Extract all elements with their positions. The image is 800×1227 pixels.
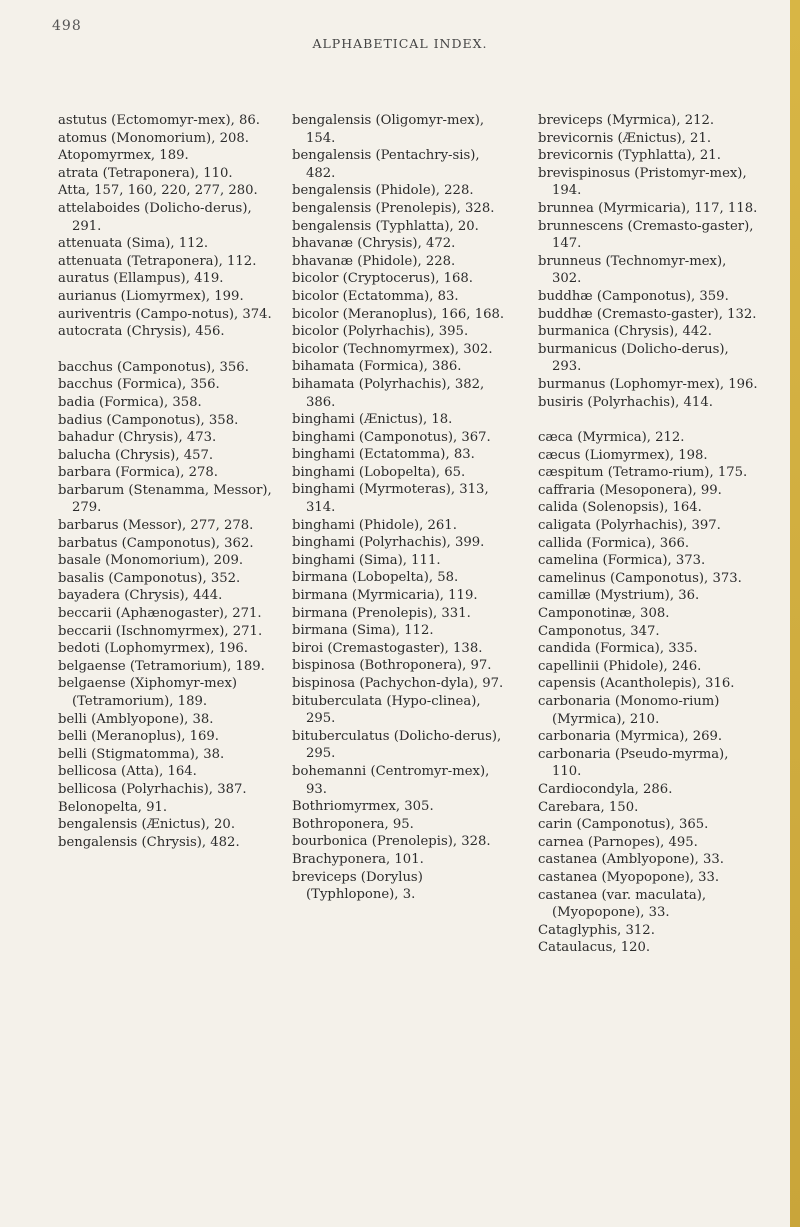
index-entry: barbara (Formica), 278. [58,465,218,481]
index-entry: brunnea (Myrmicaria), 117, 118. [538,200,758,216]
index-entry: Atopomyrmex, 189. [58,148,189,164]
index-entry: camelina (Formica), 373. [538,553,706,569]
index-entry: barbarus (Messor), 277, 278. [58,518,254,534]
index-entry: binghami (Polyrhachis), 399. [292,535,485,551]
index-entry: Belonopelta, 91. [58,799,168,815]
index-entry: birmana (Sima), 112. [292,623,434,639]
index-entry: bihamata (Polyrhachis), 382, 386. [292,376,485,410]
index-entry: bituberculatus (Dolicho-derus), 295. [292,728,502,762]
index-entry: badius (Camponotus), 358. [58,412,239,428]
index-entry: bourbonica (Prenolepis), 328. [292,834,491,850]
index-entry: caligata (Polyrhachis), 397. [538,518,721,534]
index-entry: aurianus (Liomyrmex), 199. [58,288,244,304]
index-entry: castanea (var. maculata), (Myopopone), 33. [538,887,707,921]
index-entry: binghami (Camponotus), 367. [292,429,491,445]
index-entry: auriventris (Campo-notus), 374. [58,306,272,322]
index-entry: bengalensis (Oligomyr-mex), 154. [292,113,485,146]
index-entry: bispinosa (Bothroponera), 97. [292,658,492,674]
index-entry: bengalensis (Pentachry-sis), 482. [292,148,480,181]
page-edge-strip [790,0,800,1227]
index-entry: bengalensis (Chrysis), 482. [58,834,240,850]
index-entry: brevicornis (Typhlatta), 21. [538,148,721,164]
index-entry: brevicornis (Ænictus), 21. [538,130,712,146]
index-entry: carnea (Parnopes), 495. [538,834,698,850]
index-entry: binghami (Sima), 111. [292,552,441,568]
index-entry: autocrata (Chrysis), 456. [58,324,225,340]
index-entry: basale (Monomorium), 209. [58,553,244,569]
index-entry: carin (Camponotus), 365. [538,817,709,833]
index-entry: belgaense (Xiphomyr-mex) (Tetramorium), 189. [58,676,238,709]
index-entry: Bothroponera, 95. [292,816,414,832]
index-entry: burmanus (Lophomyr-mex), 196. [538,376,758,392]
index-entry: auratus (Ellampus), 419. [58,271,224,287]
running-head: ALPHABETICAL INDEX. [312,36,488,51]
index-entry: attenuata (Tetraponera), 112. [58,253,257,269]
index-entry: Bothriomyrmex, 305. [292,799,434,815]
index-entry: attenuata (Sima), 112. [58,236,209,252]
index-entry: Cataulacus, 120. [538,940,651,956]
index-entry: bengalensis (Prenolepis), 328. [292,200,495,216]
index-entry: callida (Formica), 366. [538,535,690,551]
index-entry: bengalensis (Typhlatta), 20. [292,218,479,234]
index-entry: caffraria (Mesoponera), 99. [538,482,722,498]
index-entry: bohemanni (Centromyr-mex), 93. [292,763,490,797]
index-entry: beccarii (Ischnomyrmex), 271. [58,623,263,639]
index-entry: cæcus (Liomyrmex), 198. [538,447,708,463]
index-entry: Cardiocondyla, 286. [538,781,673,797]
index-column-1 [58,112,278,851]
index-entry: bacchus (Camponotus), 356. [58,359,249,375]
index-entry: bicolor (Technomyrmex), 302. [292,341,493,357]
index-entry: balucha (Chrysis), 457. [58,447,214,463]
letter-section-gap [58,341,278,359]
index-entry: barbatus (Camponotus), 362. [58,535,254,551]
index-entry: breviceps (Dorylus) (Typhlopone), 3. [292,869,423,903]
index-entry: bihamata (Formica), 386. [292,359,462,375]
index-entry: atrata (Tetraponera), 110. [58,165,233,181]
index-entry: cæca (Myrmica), 212. [538,430,685,446]
index-entry: Carebara, 150. [538,799,639,815]
index-entry: barbarum (Stenamma, Messor), 279. [58,482,272,516]
index-entry: brevispinosus (Pristomyr-mex), 194. [538,165,747,199]
index-column-3 [538,112,758,957]
index-entry: calida (Solenopsis), 164. [538,500,702,516]
index-entry: burmanicus (Dolicho-derus), 293. [538,341,729,375]
index-entry: brunnescens (Cremasto-gaster), 147. [538,218,754,252]
index-entry: bahadur (Chrysis), 473. [58,430,217,446]
index-entry: bengalensis (Phidole), 228. [292,183,474,199]
index-entry: binghami (Ectatomma), 83. [292,447,475,463]
index-entry: binghami (Lobopelta), 65. [292,464,466,480]
index-entry: brunneus (Technomyr-mex), 302. [538,253,727,287]
letter-section-gap [538,411,758,429]
index-entry: castanea (Amblyopone), 33. [538,852,724,868]
index-entry: carbonaria (Myrmica), 269. [538,729,723,745]
index-entry: belli (Amblyopone), 38. [58,711,214,727]
index-entry: bispinosa (Pachychon-dyla), 97. [292,676,504,691]
index-entry: binghami (Phidole), 261. [292,517,457,533]
index-entry: binghami (Myrmoteras), 313, 314. [292,482,489,516]
index-entry: bicolor (Polyrhachis), 395. [292,324,469,340]
index-entry: buddhæ (Cremasto-gaster), 132. [538,306,757,322]
index-entry: bellicosa (Atta), 164. [58,764,197,780]
index-entry: belli (Meranoplus), 169. [58,729,219,745]
index-entry: birmana (Prenolepis), 331. [292,605,471,621]
index-entry: bengalensis (Ænictus), 20. [58,817,236,833]
index-entry: birmana (Lobopelta), 58. [292,570,459,586]
index-entry: belgaense (Tetramorium), 189. [58,658,265,674]
index-entry: bicolor (Ectatomma), 83. [292,288,459,304]
index-entry: Camponotus, 347. [538,623,660,639]
index-entry: bicolor (Cryptocerus), 168. [292,271,473,287]
index-entry: busiris (Polyrhachis), 414. [538,394,713,410]
index-entry: cæspitum (Tetramo-rium), 175. [538,465,748,481]
index-entry: carbonaria (Pseudo-myrma), 110. [538,746,729,780]
index-entry: Camponotinæ, 308. [538,606,670,622]
index-entry: buddhæ (Camponotus), 359. [538,288,729,304]
index-entry: burmanica (Chrysis), 442. [538,324,712,340]
index-entry: biroi (Cremastogaster), 138. [292,640,483,656]
index-entry: candida (Formica), 335. [538,641,698,657]
page-number: 498 [52,18,82,34]
index-entry: badia (Formica), 358. [58,394,202,410]
index-entry: carbonaria (Monomo-rium) (Myrmica), 210. [538,694,720,727]
index-entry: bituberculata (Hypo-clinea), 295. [292,693,481,727]
index-entry: castanea (Myopopone), 33. [538,869,720,885]
index-entry: camelinus (Camponotus), 373. [538,570,742,586]
index-entry: camillæ (Mystrium), 36. [538,588,700,604]
index-entry: astutus (Ectomomyr-mex), 86. [58,113,260,128]
index-entry: Brachyponera, 101. [292,851,424,867]
index-entry: beccarii (Aphænogaster), 271. [58,606,262,622]
index-entry: bedoti (Lophomyrmex), 196. [58,641,248,657]
index-entry: bhavanæ (Chrysis), 472. [292,236,456,252]
index-entry: attelaboides (Dolicho-derus), 291. [58,200,252,234]
index-entry: basalis (Camponotus), 352. [58,570,241,586]
index-entry: bayadera (Chrysis), 444. [58,588,223,604]
index-entry: breviceps (Myrmica), 212. [538,113,715,128]
index-entry: belli (Stigmatomma), 38. [58,746,225,762]
index-entry: bhavanæ (Phidole), 228. [292,253,456,269]
index-entry: birmana (Myrmicaria), 119. [292,588,478,604]
index-entry: Atta, 157, 160, 220, 277, 280. [58,183,258,199]
index-column-2 [292,112,512,904]
index-entry: Cataglyphis, 312. [538,922,655,938]
index-entry: atomus (Monomorium), 208. [58,130,249,146]
index-entry: bicolor (Meranoplus), 166, 168. [292,306,505,322]
index-entry: binghami (Ænictus), 18. [292,412,453,428]
index-entry: bacchus (Formica), 356. [58,377,220,393]
index-entry: capensis (Acantholepis), 316. [538,676,735,692]
index-entry: bellicosa (Polyrhachis), 387. [58,781,247,797]
index-entry: capellinii (Phidole), 246. [538,658,702,674]
